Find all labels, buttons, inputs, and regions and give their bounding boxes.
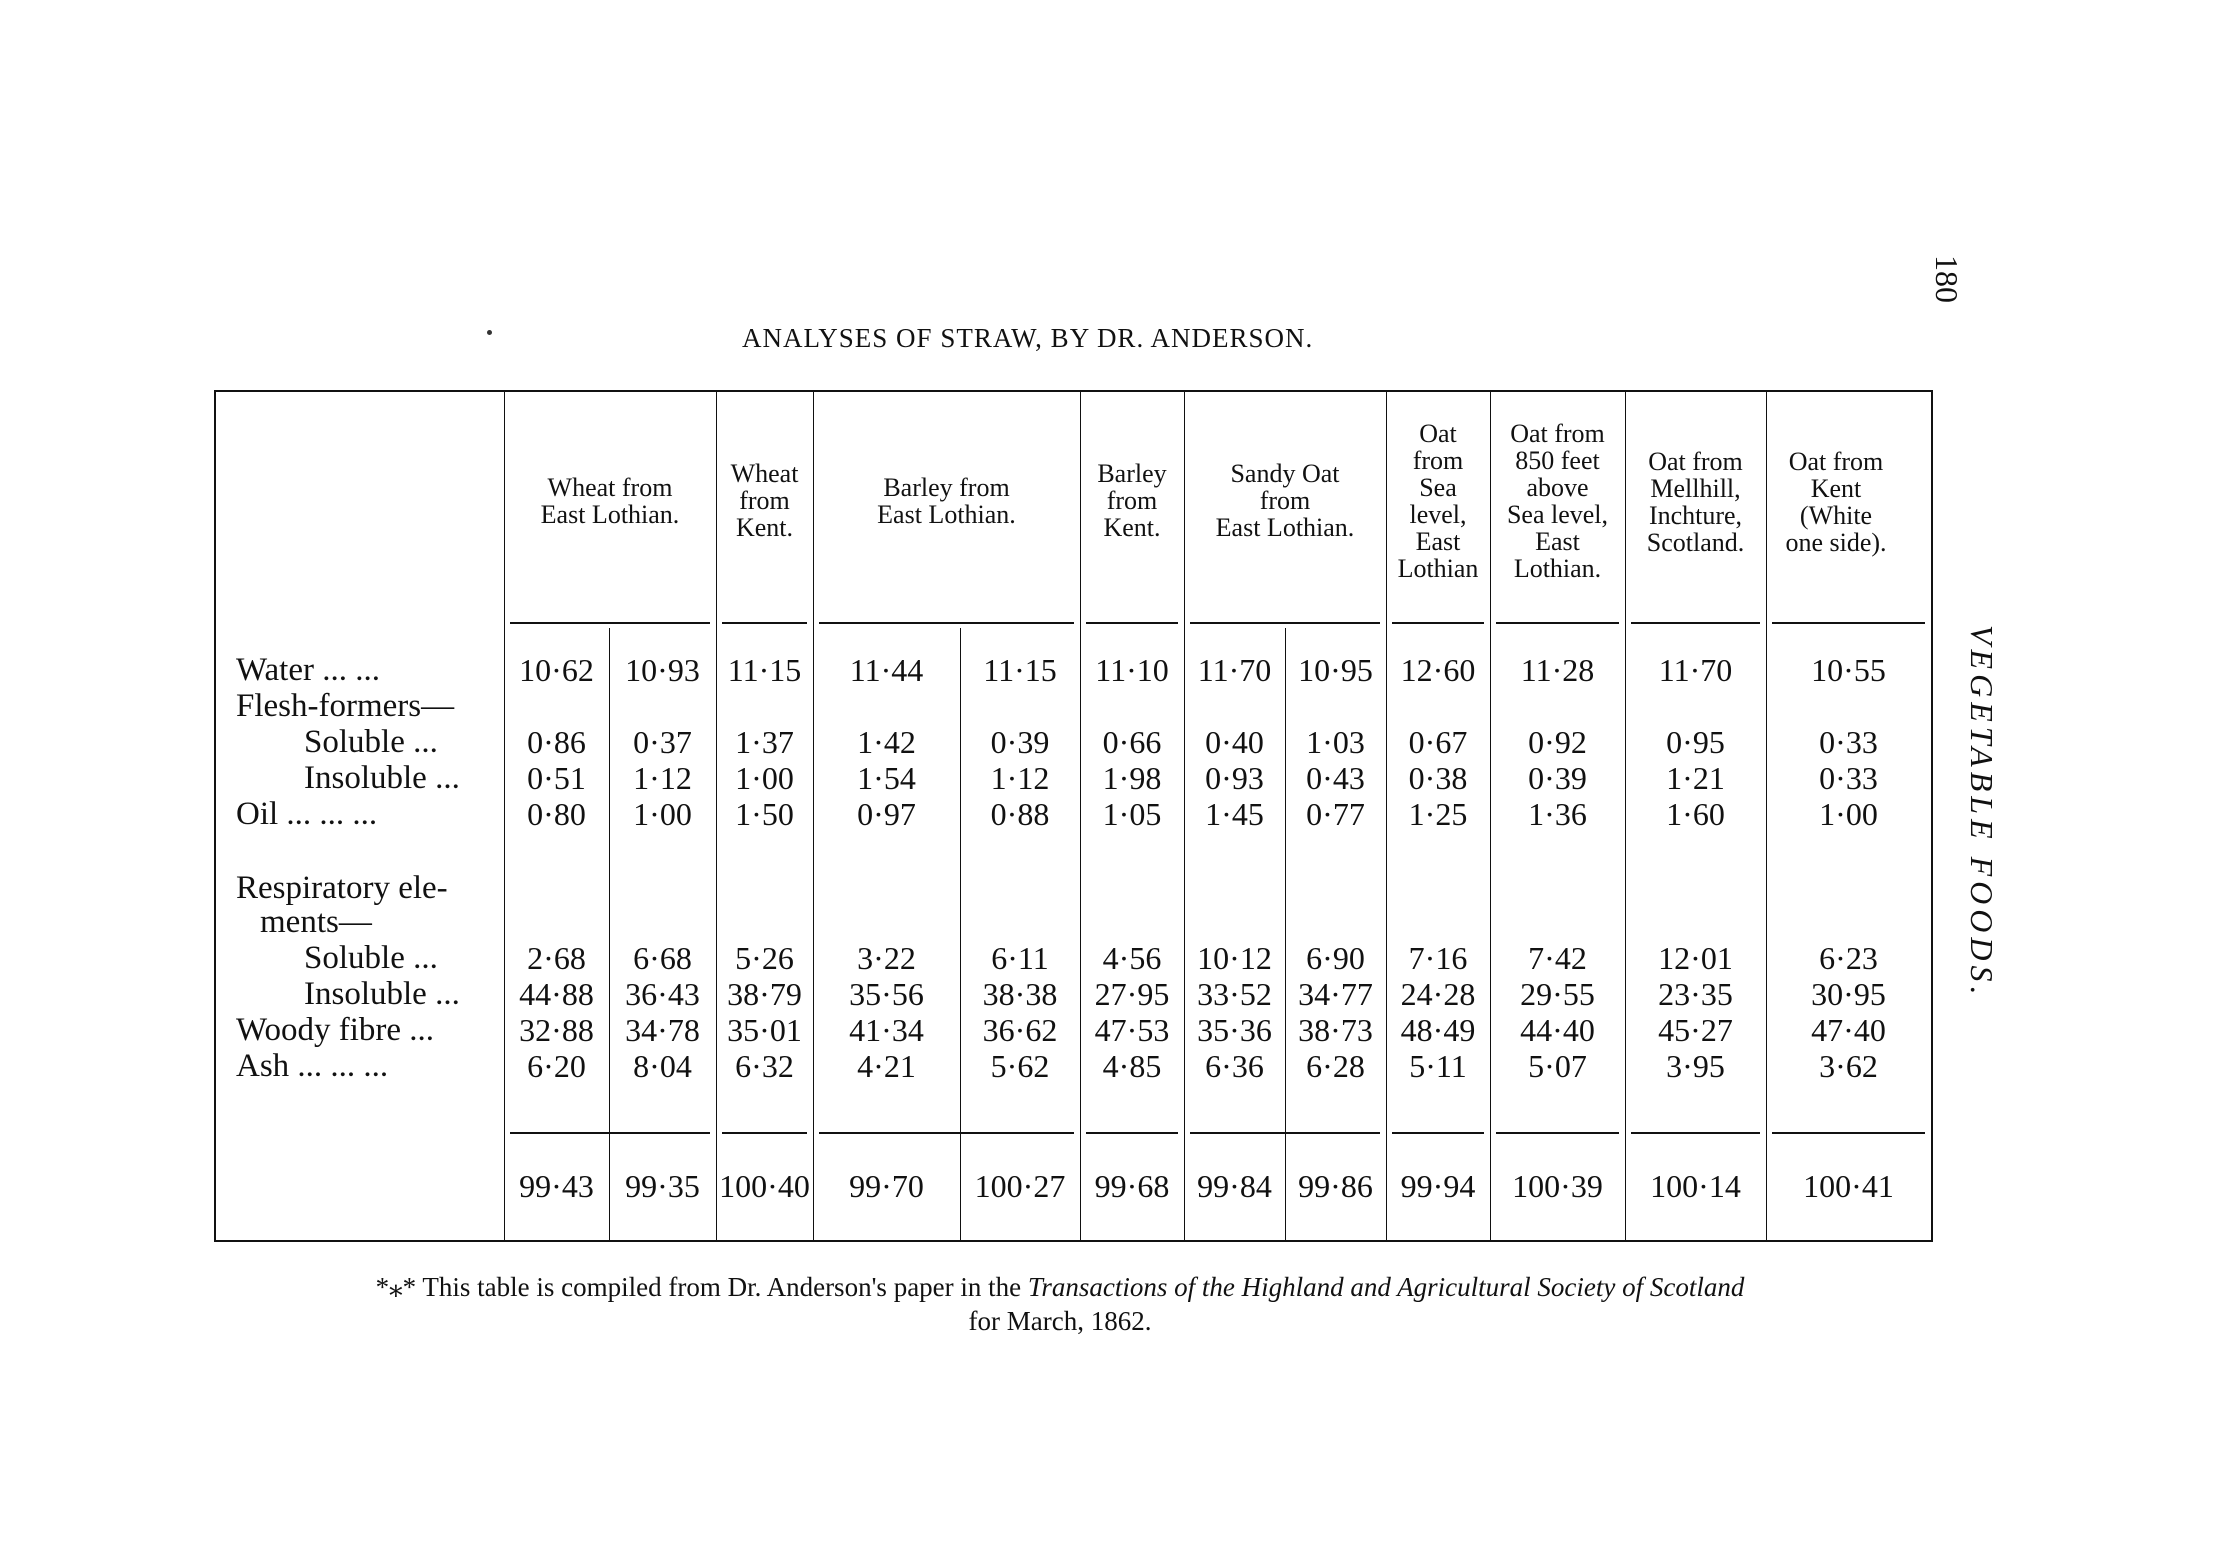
cell-ash-col10: 5·07: [1528, 1048, 1587, 1084]
subcolumn-rule-1: [960, 628, 961, 1242]
cell-flesh-insoluble-col1: 0·51: [527, 760, 586, 796]
cell-total-col11: 100·14: [1650, 1168, 1741, 1204]
cell-resp-soluble-col7: 10·12: [1197, 940, 1272, 976]
cell-total-col7: 99·84: [1197, 1168, 1272, 1204]
cell-resp-insoluble-col9: 24·28: [1400, 976, 1476, 1012]
cell-ash-col11: 3·95: [1666, 1048, 1725, 1084]
cell-ash-col7: 6·36: [1205, 1048, 1264, 1084]
cell-woody-fibre-col9: 48·49: [1400, 1012, 1476, 1048]
cell-flesh-soluble-col2: 0·37: [633, 724, 692, 760]
cell-resp-insoluble-col3: 38·79: [727, 976, 802, 1012]
cell-water-col4: 11·44: [849, 652, 924, 688]
row-label-soluble-2: Soluble ...: [304, 940, 438, 976]
cell-flesh-insoluble-col11: 1·21: [1666, 760, 1725, 796]
right-rule: [1931, 390, 1933, 1242]
header-underline-1: [722, 622, 807, 624]
cell-ash-col9: 5·11: [1409, 1048, 1467, 1084]
cell-flesh-insoluble-col6: 1·98: [1102, 760, 1162, 796]
cell-resp-soluble-col2: 6·68: [633, 940, 692, 976]
cell-resp-insoluble-col2: 36·43: [625, 976, 700, 1012]
cell-flesh-insoluble-col12: 0·33: [1819, 760, 1878, 796]
cell-resp-insoluble-col8: 34·77: [1298, 976, 1373, 1012]
row-label-soluble: Soluble ...: [304, 724, 438, 760]
cell-total-col10: 100·39: [1512, 1168, 1603, 1204]
col-header-wheat-east-lothian: Wheat from East Lothian.: [540, 473, 680, 529]
header-underline-7: [1631, 622, 1760, 624]
row-label-ments: ments—: [260, 904, 372, 940]
cell-oil-col11: 1·60: [1666, 796, 1725, 832]
col-header-wheat-kent: Wheat from Kent.: [730, 459, 799, 542]
cell-woody-fibre-col4: 41·34: [849, 1012, 924, 1048]
header-underline-8: [1772, 622, 1925, 624]
total-overline-3: [1086, 1132, 1178, 1134]
cell-flesh-soluble-col6: 0·66: [1102, 724, 1162, 760]
stray-dot: [487, 330, 492, 335]
cell-woody-fibre-col5: 36·62: [982, 1012, 1058, 1048]
cell-flesh-soluble-col9: 0·67: [1408, 724, 1468, 760]
cell-oil-col5: 0·88: [990, 796, 1050, 832]
cell-ash-col4: 4·21: [857, 1048, 916, 1084]
total-overline-7: [1631, 1132, 1760, 1134]
straw-analysis-table: [214, 390, 1933, 1242]
cell-resp-soluble-col3: 5·26: [735, 940, 794, 976]
row-label-insoluble: Insoluble ...: [304, 760, 460, 796]
cell-total-col1: 99·43: [519, 1168, 594, 1204]
footnote: [200, 1270, 1920, 1338]
cell-resp-soluble-col11: 12·01: [1658, 940, 1733, 976]
cell-total-col9: 99·94: [1400, 1168, 1476, 1204]
cell-oil-col7: 1·45: [1205, 796, 1264, 832]
cell-water-col10: 11·28: [1520, 652, 1595, 688]
cell-resp-soluble-col9: 7·16: [1408, 940, 1468, 976]
footnote-date: for March, 1862.: [968, 1306, 1152, 1336]
bottom-rule: [214, 1240, 1933, 1242]
running-head: VEGETABLE FOODS.: [1964, 625, 2000, 1000]
row-label-oil: Oil ... ... ...: [236, 796, 378, 832]
cell-water-col9: 12·60: [1400, 652, 1476, 688]
cell-oil-col6: 1·05: [1102, 796, 1162, 832]
cell-total-col5: 100·27: [974, 1168, 1066, 1204]
cell-ash-col12: 3·62: [1819, 1048, 1878, 1084]
cell-woody-fibre-col2: 34·78: [625, 1012, 700, 1048]
cell-flesh-insoluble-col8: 0·43: [1306, 760, 1365, 796]
footnote-journal-title: Transactions of the Highland and Agricultural Society of Scotland: [1027, 1272, 1745, 1302]
col-header-oat-mellhill: Oat from Mellhill, Inchture, Scotland.: [1646, 447, 1745, 557]
cell-resp-insoluble-col6: 27·95: [1094, 976, 1170, 1012]
cell-total-col8: 99·86: [1298, 1168, 1373, 1204]
cell-flesh-insoluble-col10: 0·39: [1528, 760, 1587, 796]
cell-flesh-insoluble-col4: 1·54: [857, 760, 916, 796]
cell-water-col3: 11·15: [727, 652, 802, 688]
cell-flesh-insoluble-col9: 0·38: [1408, 760, 1468, 796]
left-rule: [214, 390, 216, 1242]
cell-flesh-soluble-col1: 0·86: [527, 724, 586, 760]
cell-total-col4: 99·70: [849, 1168, 924, 1204]
cell-oil-col8: 0·77: [1306, 796, 1365, 832]
cell-water-col6: 11·10: [1095, 652, 1169, 688]
header-underline-6: [1496, 622, 1619, 624]
cell-water-col7: 11·70: [1197, 652, 1272, 688]
cell-oil-col2: 1·00: [633, 796, 692, 832]
cell-oil-col10: 1·36: [1528, 796, 1587, 832]
cell-resp-insoluble-col1: 44·88: [519, 976, 594, 1012]
row-label-ash: Ash ... ... ...: [236, 1048, 389, 1084]
cell-woody-fibre-col7: 35·36: [1197, 1012, 1272, 1048]
row-label-respiratory: Respiratory ele-: [236, 870, 448, 906]
top-rule: [214, 390, 1933, 392]
row-label-insoluble-2: Insoluble ...: [304, 976, 460, 1012]
cell-ash-col3: 6·32: [735, 1048, 794, 1084]
cell-oil-col3: 1·50: [735, 796, 794, 832]
cell-water-col2: 10·93: [625, 652, 700, 688]
cell-ash-col1: 6·20: [527, 1048, 586, 1084]
cell-ash-col2: 8·04: [633, 1048, 692, 1084]
cell-woody-fibre-col8: 38·73: [1298, 1012, 1373, 1048]
total-overline-6: [1496, 1132, 1619, 1134]
cell-oil-col1: 0·80: [527, 796, 586, 832]
cell-resp-soluble-col12: 6·23: [1819, 940, 1878, 976]
cell-resp-insoluble-col10: 29·55: [1520, 976, 1595, 1012]
cell-flesh-soluble-col7: 0·40: [1205, 724, 1264, 760]
cell-resp-insoluble-col12: 30·95: [1811, 976, 1886, 1012]
cell-woody-fibre-col12: 47·40: [1811, 1012, 1886, 1048]
cell-woody-fibre-col6: 47·53: [1094, 1012, 1170, 1048]
cell-ash-col8: 6·28: [1306, 1048, 1365, 1084]
row-label-water: Water ... ...: [236, 652, 380, 688]
cell-total-col6: 99·68: [1094, 1168, 1170, 1204]
cell-water-col12: 10·55: [1811, 652, 1886, 688]
subcolumn-rule-2: [1285, 628, 1286, 1242]
subcolumn-rule-0: [609, 628, 610, 1242]
total-overline-5: [1392, 1132, 1484, 1134]
cell-water-col11: 11·70: [1658, 652, 1733, 688]
cell-resp-insoluble-col7: 33·52: [1197, 976, 1272, 1012]
cell-resp-insoluble-col11: 23·35: [1658, 976, 1733, 1012]
cell-flesh-soluble-col4: 1·42: [857, 724, 916, 760]
cell-resp-soluble-col8: 6·90: [1306, 940, 1365, 976]
row-label-woody-fibre: Woody fibre ...: [236, 1012, 435, 1048]
cell-woody-fibre-col10: 44·40: [1520, 1012, 1595, 1048]
footnote-marker: *⁎*: [375, 1272, 417, 1302]
cell-flesh-insoluble-col7: 0·93: [1205, 760, 1264, 796]
col-header-oat-sea-level: Oat from Sea level, East Lothian: [1397, 419, 1479, 583]
cell-water-col8: 10·95: [1298, 652, 1373, 688]
col-header-barley-kent: Barley from Kent.: [1097, 459, 1167, 542]
cell-woody-fibre-col1: 32·88: [519, 1012, 594, 1048]
table-title: ANALYSES OF STRAW, BY DR. ANDERSON.: [742, 323, 1314, 353]
cell-ash-col5: 5·62: [990, 1048, 1050, 1084]
cell-flesh-insoluble-col2: 1·12: [633, 760, 692, 796]
cell-resp-soluble-col10: 7·42: [1528, 940, 1587, 976]
total-overline-0: [510, 1132, 710, 1134]
cell-flesh-soluble-col8: 1·03: [1306, 724, 1365, 760]
total-overline-1: [722, 1132, 807, 1134]
col-header-oat-kent: Oat from Kent (White one side).: [1785, 447, 1887, 557]
cell-water-col1: 10·62: [519, 652, 594, 688]
cell-flesh-insoluble-col5: 1·12: [990, 760, 1050, 796]
cell-flesh-soluble-col10: 0·92: [1528, 724, 1587, 760]
cell-resp-soluble-col5: 6·11: [991, 940, 1049, 976]
cell-flesh-soluble-col3: 1·37: [735, 724, 794, 760]
cell-flesh-soluble-col5: 0·39: [990, 724, 1050, 760]
cell-resp-soluble-col1: 2·68: [527, 940, 586, 976]
cell-total-col2: 99·35: [625, 1168, 700, 1204]
cell-ash-col6: 4·85: [1102, 1048, 1162, 1084]
cell-flesh-insoluble-col3: 1·00: [735, 760, 794, 796]
total-overline-4: [1190, 1132, 1380, 1134]
cell-woody-fibre-col11: 45·27: [1658, 1012, 1733, 1048]
header-underline-3: [1086, 622, 1178, 624]
cell-oil-col12: 1·00: [1819, 796, 1878, 832]
cell-resp-insoluble-col4: 35·56: [849, 976, 924, 1012]
cell-flesh-soluble-col11: 0·95: [1666, 724, 1725, 760]
col-header-barley-east-lothian: Barley from East Lothian.: [877, 473, 1016, 529]
page-number: 180: [1929, 255, 1965, 303]
total-overline-2: [819, 1132, 1074, 1134]
row-label-flesh-formers: Flesh-formers—: [236, 688, 455, 724]
col-header-sandy-oat: Sandy Oat from East Lothian.: [1215, 459, 1355, 542]
header-underline-2: [819, 622, 1074, 624]
cell-flesh-soluble-col12: 0·33: [1819, 724, 1878, 760]
header-underline-5: [1392, 622, 1484, 624]
cell-total-col3: 100·40: [719, 1168, 810, 1204]
cell-oil-col4: 0·97: [857, 796, 916, 832]
cell-resp-soluble-col6: 4·56: [1102, 940, 1162, 976]
cell-oil-col9: 1·25: [1408, 796, 1468, 832]
cell-resp-soluble-col4: 3·22: [857, 940, 916, 976]
cell-woody-fibre-col3: 35·01: [727, 1012, 802, 1048]
cell-total-col12: 100·41: [1803, 1168, 1894, 1204]
cell-resp-insoluble-col5: 38·38: [982, 976, 1058, 1012]
footnote-text: This table is compiled from Dr. Anderson's paper in the: [416, 1272, 1028, 1302]
cell-water-col5: 11·15: [983, 652, 1057, 688]
col-header-oat-850-feet: Oat from 850 feet above Sea level, East Lothian.: [1506, 419, 1609, 583]
header-underline-0: [510, 622, 710, 624]
total-overline-8: [1772, 1132, 1925, 1134]
header-underline-4: [1190, 622, 1380, 624]
